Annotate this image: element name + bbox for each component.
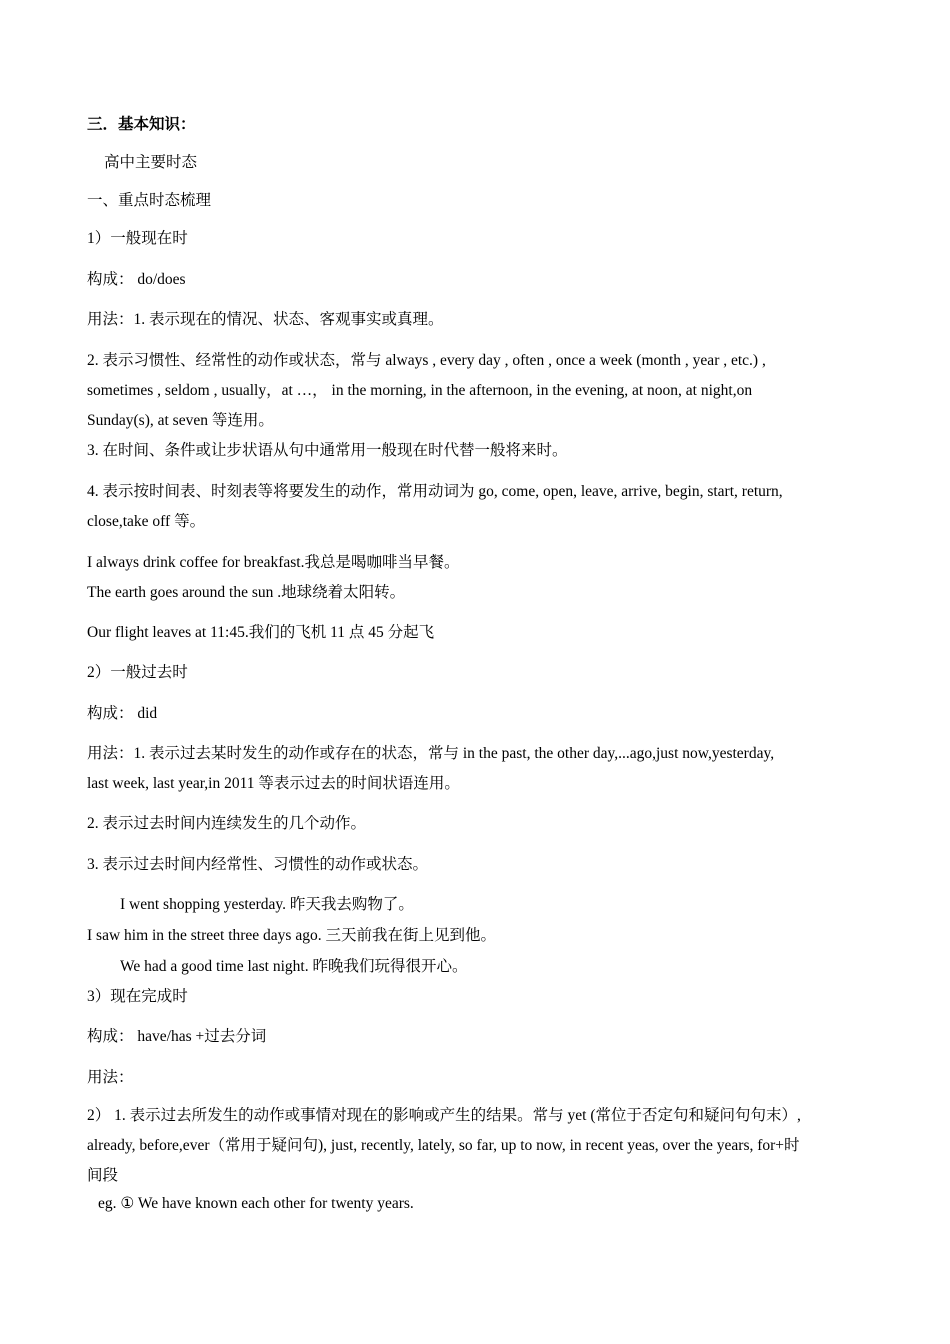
present-simple-use4-line2: close,take off 等。 (87, 513, 206, 530)
present-simple-use2-line1: 2. 表示习惯性、经常性的动作或状态，常与 always , every day , often , once a week (month , year , etc.) , (87, 352, 766, 369)
section-heading: 三．基本知识： (87, 116, 196, 133)
past-simple-form: 构成： did (87, 705, 158, 722)
present-simple-use3: 3. 在时间、条件或让步状语从句中通常用一般现在时代替一般将来时。 (87, 442, 568, 459)
past-simple-use2: 2. 表示过去时间内连续发生的几个动作。 (87, 815, 367, 832)
present-simple-title: 1）一般现在时 (87, 230, 188, 247)
present-simple-use2-line2: sometimes , seldom , usually，at …， in the morning, in the afternoon, in the evening, at noon, at night,on (87, 382, 753, 399)
present-perfect-form: 构成： have/has +过去分词 (87, 1028, 267, 1045)
past-simple-example-3: We had a good time last night. 昨晚我们玩得很开心。 (120, 958, 468, 975)
present-simple-use1: 用法：1. 表示现在的情况、状态、客观事实或真理。 (87, 311, 444, 328)
present-simple-example-3: Our flight leaves at 11:45.我们的飞机 11 点 45 分起飞 (87, 624, 435, 641)
present-simple-example-1: I always drink coffee for breakfast.我总是喝咖啡当早餐。 (87, 554, 460, 571)
present-simple-use2-line3: Sunday(s), at seven 等连用。 (87, 412, 274, 429)
present-perfect-example-1: eg. ① We have known each other for twenty years. (98, 1195, 414, 1212)
past-simple-use1-line1: 用法：1. 表示过去某时发生的动作或存在的状态，常与 in the past, the other day,...ago,just now,yesterday, (87, 745, 775, 762)
present-perfect-use1-line3: 间段 (87, 1167, 119, 1184)
present-perfect-title: 3）现在完成时 (87, 988, 188, 1005)
subtitle: 高中主要时态 (104, 154, 198, 171)
present-simple-form: 构成： do/does (87, 271, 186, 288)
present-simple-use4-line1: 4. 表示按时间表、时刻表等将要发生的动作，常用动词为 go, come, open, leave, arrive, begin, start, return, (87, 483, 783, 500)
present-perfect-use1-line2: already, before,ever（常用于疑问句), just, recently, lately, so far, up to now, in recent yeas, over the years, for+时 (87, 1137, 800, 1154)
past-simple-example-2: I saw him in the street three days ago. 三天前我在街上见到他。 (87, 927, 496, 944)
part1-title: 一、重点时态梳理 (87, 192, 212, 209)
past-simple-example-1: I went shopping yesterday. 昨天我去购物了。 (120, 896, 414, 913)
past-simple-title: 2）一般过去时 (87, 664, 188, 681)
past-simple-use1-line2: last week, last year,in 2011 等表示过去的时间状语连用。 (87, 775, 460, 792)
past-simple-use3: 3. 表示过去时间内经常性、习惯性的动作或状态。 (87, 856, 429, 873)
present-simple-example-2: The earth goes around the sun .地球绕着太阳转。 (87, 584, 406, 601)
present-perfect-use-label: 用法： (87, 1069, 134, 1086)
present-perfect-use1-line1: 2） 1. 表示过去所发生的动作或事情对现在的影响或产生的结果。常与 yet (常位于否定句和疑问句句末）, (87, 1107, 801, 1124)
